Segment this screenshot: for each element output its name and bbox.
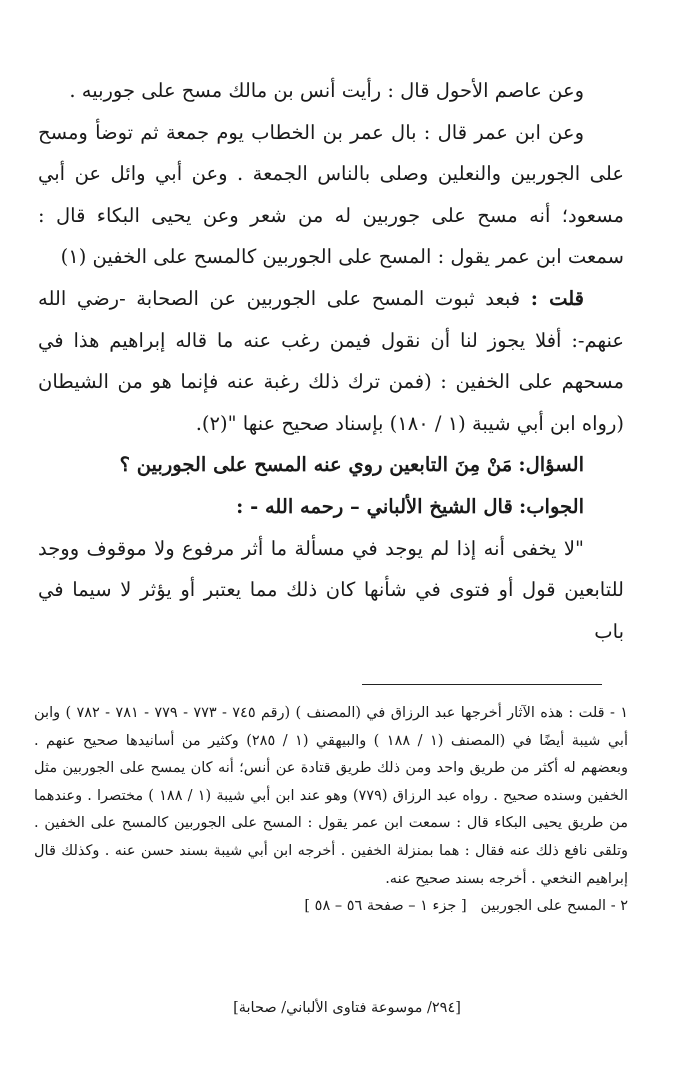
footnote-2 [34, 893, 628, 921]
question-line [38, 444, 624, 486]
qult-text: فبعد ثبوت المسح على الجوربين عن الصحابة -رضي الله عنهم-: أفلا يجوز لنا أن نقول فيمن رغب عنه ما قاله إبراهيم هذا في مسحهم على الخفين : (فمن ترك ذلك رغبة عنه فإنما هو من الشيطان (رواه ابن أبي شيبة (١ / ١٨٠) بإسناد صحيح عنها "(٢). [38, 286, 624, 435]
footnote-2-text: ٢ - المسح على الجوربين [480, 898, 628, 915]
footnote-separator [362, 684, 602, 685]
question-text: مَنْ مِنَ التابعين روي عنه المسح على الجوربين ؟ [119, 453, 513, 477]
answer-text: قال الشيخ الألباني – رحمه الله - : [236, 494, 513, 518]
paragraph-asim: وعن عاصم الأحول قال : رأيت أنس بن مالك مسح على جوربيه . [69, 79, 584, 102]
paragraph-qult [38, 278, 624, 444]
main-text [38, 70, 624, 652]
quote-paragraph: "لا يخفى أنه إذا لم يوجد في مسألة ما أثر مرفوع ولا موقوف ووجد للتابعين قول أو فتوى في شأنها كان ذلك مما يعتبر أو يؤثر لا سيما في باب [38, 536, 624, 643]
footnote-1: ١ - قلت : هذه الآثار أخرجها عبد الرزاق في (المصنف ) (رقم ٧٤٥ - ٧٧٣ - ٧٧٩ - ٧٨١ - ٧٨٢ ) وابن أبي شيبة أيضًا في (المصنف (١ / ١٨٨ ) والبيهقي (١ / ٢٨٥) وكثير من أسانيدها صحيح عنهم . وبعضهم له أكثر من طريق واحد ومن ذلك طريق قتادة عن أنس؛ أنه كان يمسح على الجوربين مثل الخفين وسنده صحيح . رواه عبد الرزاق (٧٧٩) وهو عند ابن أبي شيبة (١ / ١٨٨ ) مختصرا . وعندهما من طريق يحيى البكاء قال : سمعت ابن عمر يقول : المسح على الجوربين كالمسح على الخفين . وتلقى نافع ذلك عنه فقال : هما بمنزلة الخفين . أخرجه ابن أبي شيبة بسند حسن عنه . وكذلك قال إبراهيم النخعي . أخرجه بسند صحيح عنه. [34, 705, 628, 887]
page-footer: [٢٩٤/ موسوعة فتاوى الألباني/ صحابة] [233, 1000, 461, 1016]
qult-label: قلت : [530, 286, 584, 310]
answer-line [38, 486, 624, 528]
question-label: السؤال: [518, 453, 584, 477]
footnote-2-reference: [ جزء ١ – صفحة ٥٦ – ٥٨ ] [304, 898, 467, 915]
answer-label: الجواب: [519, 494, 584, 518]
footnotes [34, 700, 628, 921]
paragraph-ibn-umar: وعن ابن عمر قال : بال عمر بن الخطاب يوم جمعة ثم توضأ ومسح على الجوربين والنعلين وصلى بالناس الجمعة . وعن أبي وائل عن أبي مسعود؛ أنه مسح على جوربين له من شعر وعن يحيى البكاء قال : سمعت ابن عمر يقول : المسح على الجوربين كالمسح على الخفين (١) [38, 120, 624, 269]
